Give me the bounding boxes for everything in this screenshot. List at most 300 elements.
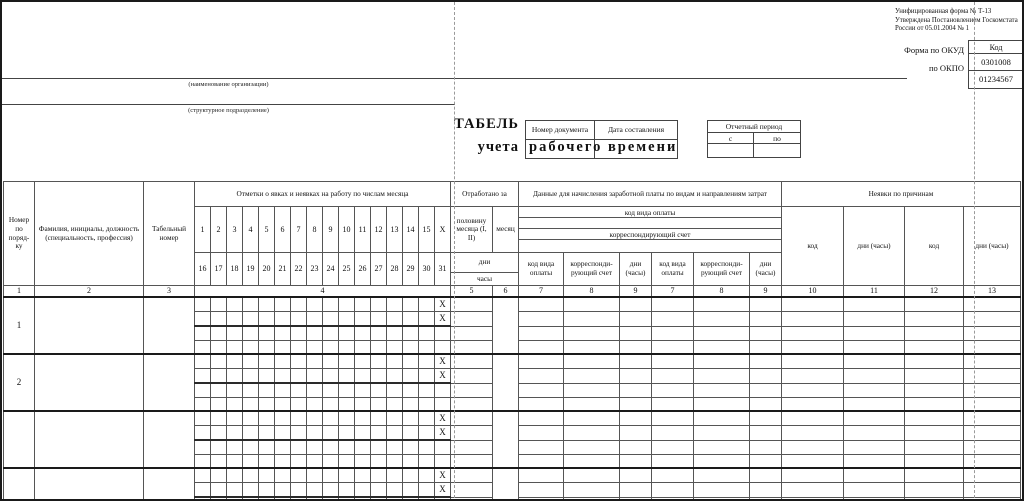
day-cell	[323, 397, 339, 411]
day-cell	[323, 426, 339, 441]
pay-cell	[694, 354, 750, 369]
day-cell	[403, 369, 419, 384]
okpo-value: 01234567	[979, 74, 1013, 84]
pay-cell	[564, 312, 620, 327]
day-cell	[275, 468, 291, 483]
day-cell	[243, 411, 259, 426]
pay-cell	[564, 354, 620, 369]
day-cell	[243, 354, 259, 369]
day-cell	[339, 483, 355, 498]
pay-cell	[620, 369, 652, 384]
column-number: 8	[564, 286, 620, 298]
absence-cell	[844, 297, 905, 312]
day-cell	[435, 440, 451, 454]
pay-code-band-empty-row	[519, 218, 781, 229]
absence-cell	[964, 354, 1021, 369]
header-worked-for: Отработано за	[451, 182, 519, 207]
day-cell	[419, 411, 435, 426]
half-month-cell	[451, 397, 493, 411]
column-number: 12	[905, 286, 964, 298]
day-cell	[403, 411, 419, 426]
day-cell	[355, 483, 371, 498]
absence-cell	[844, 497, 905, 501]
pay-cell	[652, 340, 694, 354]
day-cell	[243, 383, 259, 397]
half-month-cell	[451, 483, 493, 498]
okud-label: Форма по ОКУД	[904, 45, 964, 55]
day-cell	[403, 468, 419, 483]
day-cell	[211, 426, 227, 441]
day-cell	[419, 426, 435, 441]
day-cell	[259, 426, 275, 441]
day-cell	[291, 297, 307, 312]
day-header: 2	[211, 207, 227, 253]
day-header: 6	[275, 207, 291, 253]
day-cell	[291, 354, 307, 369]
period-to-cell	[754, 144, 800, 157]
pay-cell	[652, 369, 694, 384]
day-cell	[275, 454, 291, 468]
day-cell	[307, 326, 323, 340]
employee-name-cell	[35, 411, 144, 468]
absence-cell	[905, 468, 964, 483]
pay-cell	[564, 397, 620, 411]
day-cell	[323, 483, 339, 498]
day-cell	[195, 340, 211, 354]
row-number-cell: 2	[4, 354, 35, 411]
day-cell	[211, 468, 227, 483]
day-cell	[275, 340, 291, 354]
pay-cell	[694, 312, 750, 327]
pay-cell	[694, 369, 750, 384]
absence-cell	[844, 354, 905, 369]
day-cell	[371, 383, 387, 397]
day-cell	[195, 497, 211, 501]
day-cell	[307, 383, 323, 397]
day-cell	[387, 468, 403, 483]
absence-cell	[905, 440, 964, 454]
pay-cell	[694, 440, 750, 454]
day-cell	[291, 426, 307, 441]
header-pay-code-1: код вида оплаты	[519, 253, 564, 286]
absence-cell	[844, 468, 905, 483]
day-header: 7	[291, 207, 307, 253]
absence-cell	[905, 397, 964, 411]
pay-cell	[620, 383, 652, 397]
pay-cell	[694, 340, 750, 354]
period-from-cell	[708, 144, 754, 157]
absence-cell	[964, 426, 1021, 441]
pay-cell	[750, 411, 782, 426]
day-cell	[419, 468, 435, 483]
day-cell	[419, 440, 435, 454]
column-number: 8	[694, 286, 750, 298]
form-title-word1: ТАБЕЛЬ	[454, 116, 519, 132]
pay-cell	[652, 312, 694, 327]
pay-cell	[564, 468, 620, 483]
day-cell	[259, 397, 275, 411]
day-cell	[387, 383, 403, 397]
day-cell	[259, 468, 275, 483]
day-cell	[275, 326, 291, 340]
day-header: 11	[355, 207, 371, 253]
absence-cell	[964, 326, 1021, 340]
pay-cell	[519, 468, 564, 483]
absence-cell	[782, 483, 844, 498]
x-cell: X	[435, 483, 451, 498]
pay-cell	[519, 369, 564, 384]
code-box-title: Код	[969, 41, 1023, 54]
day-cell	[275, 312, 291, 327]
half-month-cell	[451, 297, 493, 312]
pay-cell	[620, 397, 652, 411]
day-cell	[195, 383, 211, 397]
pay-cell	[652, 440, 694, 454]
form-approval-line: Унифицированная форма № Т-13	[895, 8, 992, 15]
code-box	[968, 40, 1024, 89]
day-cell	[259, 454, 275, 468]
day-cell	[227, 411, 243, 426]
day-cell	[259, 411, 275, 426]
day-cell	[291, 468, 307, 483]
okud-value: 0301008	[969, 54, 1023, 71]
day-cell	[243, 426, 259, 441]
pay-cell	[694, 326, 750, 340]
day-cell	[243, 468, 259, 483]
header-month: месяц	[493, 207, 519, 253]
day-cell	[307, 454, 323, 468]
day-cell	[371, 397, 387, 411]
absence-cell	[964, 468, 1021, 483]
day-cell	[339, 369, 355, 384]
pay-cell	[519, 312, 564, 327]
day-cell	[243, 483, 259, 498]
personnel-number-cell	[144, 468, 195, 501]
day-cell	[323, 440, 339, 454]
day-cell	[403, 397, 419, 411]
day-cell	[195, 440, 211, 454]
day-header: 21	[275, 253, 291, 286]
header-half-month: половину месяца (I, II)	[451, 207, 493, 253]
day-header: 31	[435, 253, 451, 286]
x-cell: X	[435, 312, 451, 327]
pay-cell	[620, 468, 652, 483]
half-month-cell	[451, 383, 493, 397]
absence-cell	[782, 383, 844, 397]
absence-cell	[844, 397, 905, 411]
day-cell	[371, 426, 387, 441]
day-cell	[227, 383, 243, 397]
pay-cell	[750, 483, 782, 498]
absence-cell	[782, 326, 844, 340]
day-cell	[243, 397, 259, 411]
document-date-header: Дата составления	[595, 121, 677, 140]
day-cell	[227, 312, 243, 327]
x-cell: X	[435, 468, 451, 483]
header-hours-label: часы	[451, 273, 519, 286]
day-cell	[371, 411, 387, 426]
pay-cell	[694, 383, 750, 397]
day-cell	[211, 497, 227, 501]
day-cell	[435, 340, 451, 354]
day-cell	[275, 397, 291, 411]
absence-cell	[964, 483, 1021, 498]
month-cell	[493, 468, 519, 501]
column-number: 9	[620, 286, 652, 298]
header-pay-data: Данные для начисления заработной платы по видам и направлениям затрат	[519, 182, 782, 207]
day-cell	[211, 369, 227, 384]
day-cell	[435, 326, 451, 340]
pay-cell	[519, 297, 564, 312]
day-cell	[387, 411, 403, 426]
pay-cell	[564, 369, 620, 384]
day-cell	[339, 354, 355, 369]
pay-cell	[564, 297, 620, 312]
fold-mark-right	[974, 2, 975, 501]
day-cell	[195, 326, 211, 340]
x-cell: X	[435, 354, 451, 369]
day-cell	[387, 426, 403, 441]
day-cell	[243, 312, 259, 327]
day-cell	[275, 383, 291, 397]
day-cell	[387, 297, 403, 312]
day-cell	[227, 483, 243, 498]
day-cell	[291, 397, 307, 411]
header-pay-days-2: дни (часы)	[750, 253, 782, 286]
pay-cell	[620, 297, 652, 312]
day-cell	[419, 326, 435, 340]
header-corr-account-1: корреспонди- рующий счет	[564, 253, 620, 286]
day-cell	[291, 383, 307, 397]
absence-cell	[905, 483, 964, 498]
pay-cell	[694, 297, 750, 312]
absence-cell	[782, 354, 844, 369]
absence-cell	[844, 411, 905, 426]
pay-cell	[694, 426, 750, 441]
day-cell	[243, 440, 259, 454]
absence-cell	[905, 383, 964, 397]
document-number-header: Номер документа	[526, 121, 595, 140]
okpo-label: по ОКПО	[928, 63, 964, 73]
absence-cell	[844, 369, 905, 384]
day-cell	[307, 440, 323, 454]
absence-cell	[782, 440, 844, 454]
pay-cell	[694, 468, 750, 483]
day-header: 20	[259, 253, 275, 286]
period-box	[707, 120, 801, 158]
header-employee-name: Фамилия, инициалы, должность (специальность, профессия)	[35, 182, 144, 286]
pay-cell	[750, 440, 782, 454]
form-title-word3: рабочего времени	[529, 139, 678, 155]
column-number: 4	[195, 286, 451, 298]
day-header: 17	[211, 253, 227, 286]
column-number: 7	[652, 286, 694, 298]
absence-cell	[844, 340, 905, 354]
day-cell	[403, 383, 419, 397]
column-number: 6	[493, 286, 519, 298]
pay-cell	[620, 497, 652, 501]
day-cell	[227, 369, 243, 384]
day-header: 27	[371, 253, 387, 286]
structural-unit-caption: (структурное подразделение)	[188, 107, 269, 114]
day-cell	[419, 383, 435, 397]
pay-cell	[694, 411, 750, 426]
day-cell	[291, 483, 307, 498]
pay-cell	[620, 326, 652, 340]
day-header: 1	[195, 207, 211, 253]
personnel-number-cell	[144, 297, 195, 354]
day-cell	[307, 468, 323, 483]
day-header: 16	[195, 253, 211, 286]
day-cell	[307, 312, 323, 327]
absence-cell	[905, 497, 964, 501]
day-cell	[387, 340, 403, 354]
day-cell	[403, 326, 419, 340]
day-cell	[227, 497, 243, 501]
day-cell	[291, 440, 307, 454]
pay-cell	[564, 454, 620, 468]
pay-cell	[620, 340, 652, 354]
day-cell	[227, 326, 243, 340]
pay-cell	[694, 497, 750, 501]
day-cell	[275, 426, 291, 441]
column-number: 1	[4, 286, 35, 298]
column-number: 13	[964, 286, 1021, 298]
pay-cell	[564, 497, 620, 501]
day-cell	[371, 340, 387, 354]
day-header: 23	[307, 253, 323, 286]
day-cell	[339, 468, 355, 483]
absence-cell	[905, 354, 964, 369]
absence-cell	[905, 411, 964, 426]
absence-cell	[844, 326, 905, 340]
pay-cell	[750, 340, 782, 354]
timesheet-table	[3, 181, 1021, 501]
absence-cell	[844, 312, 905, 327]
day-cell	[291, 340, 307, 354]
day-cell	[211, 354, 227, 369]
day-cell	[403, 340, 419, 354]
day-cell	[355, 426, 371, 441]
day-cell	[259, 297, 275, 312]
day-cell	[371, 312, 387, 327]
day-cell	[387, 312, 403, 327]
day-cell	[275, 440, 291, 454]
header-pay-code-2: код вида оплаты	[652, 253, 694, 286]
day-cell	[371, 354, 387, 369]
day-cell	[323, 468, 339, 483]
pay-cell	[652, 354, 694, 369]
day-cell	[323, 383, 339, 397]
day-cell	[323, 354, 339, 369]
absence-cell	[782, 426, 844, 441]
pay-cell	[620, 483, 652, 498]
day-cell	[323, 326, 339, 340]
day-header: 29	[403, 253, 419, 286]
half-month-cell	[451, 468, 493, 483]
pay-cell	[620, 312, 652, 327]
pay-cell	[750, 326, 782, 340]
day-cell	[275, 497, 291, 501]
day-cell	[403, 440, 419, 454]
day-cell	[307, 483, 323, 498]
pay-cell	[694, 397, 750, 411]
period-from-label: с	[708, 133, 754, 143]
absence-cell	[964, 312, 1021, 327]
day-cell	[195, 369, 211, 384]
day-cell	[211, 411, 227, 426]
day-header: 13	[387, 207, 403, 253]
day-cell	[227, 297, 243, 312]
day-cell	[371, 297, 387, 312]
day-cell	[419, 297, 435, 312]
day-cell	[387, 397, 403, 411]
day-cell	[435, 454, 451, 468]
header-corr-account-2: корреспонди- рующий счет	[694, 253, 750, 286]
pay-cell	[652, 411, 694, 426]
day-cell	[339, 383, 355, 397]
day-cell	[259, 369, 275, 384]
day-cell	[339, 326, 355, 340]
x-cell: X	[435, 426, 451, 441]
header-corr-account-band: корреспондирующий счет	[519, 229, 781, 240]
day-cell	[371, 326, 387, 340]
row-number-cell	[4, 411, 35, 468]
absence-cell	[905, 297, 964, 312]
column-number: 10	[782, 286, 844, 298]
day-cell	[211, 340, 227, 354]
day-cell	[355, 354, 371, 369]
day-cell	[435, 383, 451, 397]
day-header: 12	[371, 207, 387, 253]
day-cell	[211, 326, 227, 340]
day-cell	[211, 297, 227, 312]
pay-cell	[750, 383, 782, 397]
day-cell	[403, 426, 419, 441]
day-cell	[403, 312, 419, 327]
half-month-cell	[451, 426, 493, 441]
organization-name-caption: (наименование организации)	[188, 81, 269, 88]
pay-cell	[620, 454, 652, 468]
half-month-cell	[451, 354, 493, 369]
absence-cell	[964, 297, 1021, 312]
day-cell	[243, 369, 259, 384]
half-month-cell	[451, 312, 493, 327]
absence-cell	[964, 497, 1021, 501]
day-cell	[307, 369, 323, 384]
day-cell	[403, 483, 419, 498]
day-cell	[243, 297, 259, 312]
form-approval-line: России от 05.01.2004 № 1	[895, 25, 970, 32]
day-cell	[387, 354, 403, 369]
day-cell	[259, 440, 275, 454]
day-cell	[243, 454, 259, 468]
day-cell	[195, 411, 211, 426]
employee-name-cell	[35, 354, 144, 411]
absence-cell	[964, 454, 1021, 468]
day-header: 3	[227, 207, 243, 253]
pay-cell	[652, 297, 694, 312]
day-cell	[419, 369, 435, 384]
day-cell	[355, 312, 371, 327]
fold-mark-left	[454, 2, 455, 501]
day-cell	[435, 497, 451, 501]
pay-cell	[519, 340, 564, 354]
half-month-cell	[451, 454, 493, 468]
column-number: 11	[844, 286, 905, 298]
day-cell	[211, 397, 227, 411]
pay-cell	[652, 468, 694, 483]
